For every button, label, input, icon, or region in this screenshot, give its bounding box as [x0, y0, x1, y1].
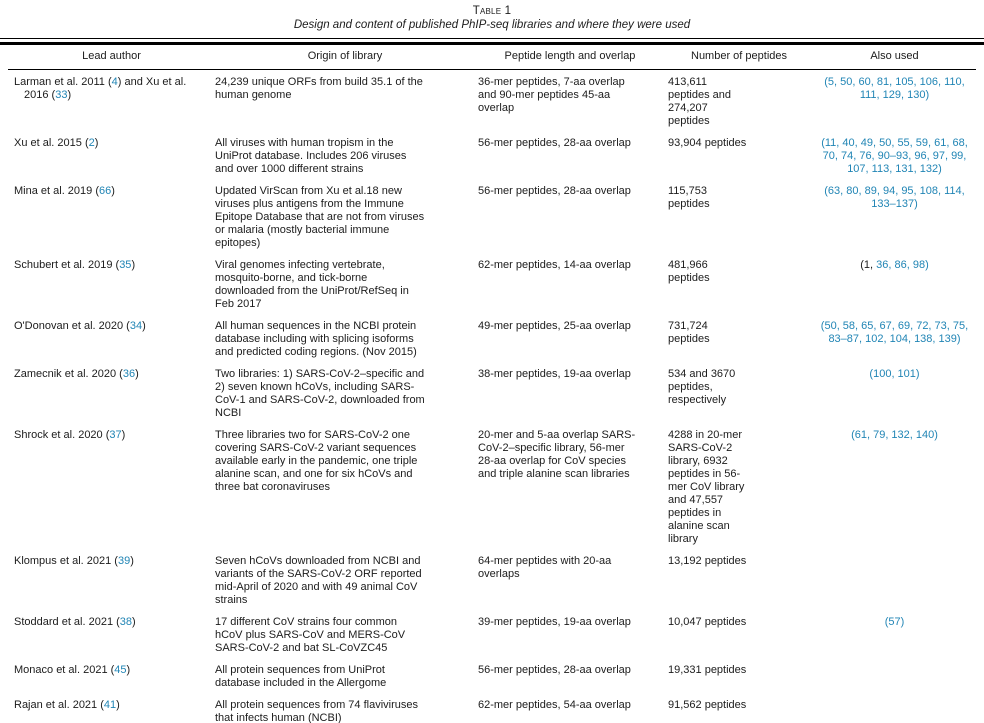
lead-author-cell: [8, 320, 215, 368]
cell-text: ): [132, 615, 136, 628]
origin-of-library-cell-text: 24,239 unique ORFs from build 35.1 of the human genome: [215, 75, 423, 101]
table-row: [8, 616, 976, 664]
number-of-peptides-cell: [665, 137, 813, 185]
number-of-peptides-cell: [665, 185, 813, 259]
lead-author-cell: [8, 664, 215, 699]
cell-text: Schubert et al. 2019 (: [14, 258, 120, 271]
number-of-peptides-cell-text: 93,904 peptides: [668, 136, 747, 149]
lead-author-cell: [8, 185, 215, 259]
peptide-length-cell-text: 64-mer peptides with 20-aa overlaps: [478, 554, 612, 580]
origin-of-library-cell-text: All protein sequences from UniProt database included in the Allergome: [215, 663, 387, 689]
peptide-length-cell-text: 62-mer peptides, 54-aa overlap: [478, 698, 631, 711]
lead-author-cell: [8, 699, 215, 723]
origin-of-library-cell: [215, 616, 475, 664]
cell-text: ): [142, 319, 146, 332]
cell-text: Monaco et al. 2021 (: [14, 663, 115, 676]
number-of-peptides-cell: [665, 259, 813, 320]
lead-author-cell-text: [14, 137, 201, 150]
lead-author-cell: [8, 429, 215, 555]
origin-of-library-cell-text: Viral genomes infecting vertebrate, mosquito-borne, and tick-borne downloaded from the UniProt/RefSeq in Feb 2017: [215, 258, 409, 310]
column-header-also-used: Also used: [813, 45, 976, 70]
table-row: [8, 664, 976, 699]
origin-of-library-cell: [215, 699, 475, 723]
also-used-cell-text: [815, 616, 974, 629]
table-header: [8, 45, 976, 70]
cell-text: ) and Xu et al. 2016 (: [24, 75, 187, 101]
origin-of-library-cell-text: All protein sequences from 74 flaviviruses that infects human (NCBI): [215, 698, 418, 723]
also-used-cell: [813, 259, 976, 320]
table-row: [8, 699, 976, 723]
origin-of-library-cell-text: Two libraries: 1) SARS-CoV-2–specific and 2) seven known hCoVs, including SARS-CoV-1 and SARS-CoV-2, downloaded from NCBI: [215, 367, 425, 419]
citation-link[interactable]: (61, 79, 132, 140): [851, 428, 938, 441]
table-row: [8, 429, 976, 555]
also-used-cell: [813, 185, 976, 259]
column-header-peptide-length: Peptide length and overlap: [475, 45, 665, 70]
cell-text: Shrock et al. 2020 (: [14, 428, 110, 441]
cell-text: ): [67, 88, 72, 101]
origin-of-library-cell-text: All viruses with human tropism in the UniProt database. Includes 206 viruses and over 1000 different strains: [215, 136, 407, 175]
phipseq-library-table: [8, 45, 976, 723]
number-of-peptides-cell: [665, 320, 813, 368]
origin-of-library-cell: [215, 320, 475, 368]
citation-link[interactable]: (11, 40, 49, 50, 55, 59, 61, 68, 70, 74, 76, 90–93, 96, 97, 99, 107, 113, 131, 132): [821, 136, 968, 175]
lead-author-cell: [8, 137, 215, 185]
number-of-peptides-cell: [665, 429, 813, 555]
table-number-label: Table 1: [472, 5, 512, 17]
number-of-peptides-cell-text: 4288 in 20-mer SARS-CoV-2 library, 6932 peptides in 56-mer CoV library and 47,557 peptides in alanine scan library: [668, 428, 745, 545]
origin-of-library-cell-text: Updated VirScan from Xu et al.18 new viruses plus antigens from the Immune Epitope Database that are not from viruses or malaria (mostly bacterial immune epitopes): [215, 184, 425, 249]
origin-of-library-cell: [215, 429, 475, 555]
number-of-peptides-cell-text: 481,966 peptides: [668, 258, 710, 284]
lead-author-cell: [8, 555, 215, 616]
cell-text: Zamecnik et al. 2020 (: [14, 367, 123, 380]
cell-text: Stoddard et al. 2021 (: [14, 615, 120, 628]
also-used-cell: [813, 368, 976, 429]
citation-link[interactable]: 33: [55, 88, 68, 101]
number-of-peptides-cell: [665, 368, 813, 429]
lead-author-cell-text: [14, 368, 201, 381]
cell-text: O'Donovan et al. 2020 (: [14, 319, 130, 332]
lead-author-cell: [8, 69, 215, 137]
origin-of-library-cell: [215, 259, 475, 320]
table-row: [8, 69, 976, 137]
citation-link[interactable]: (50, 58, 65, 67, 69, 72, 73, 75, 83–87, 102, 104, 138, 139): [820, 319, 969, 345]
citation-link[interactable]: 36: [122, 367, 136, 380]
table-row: [8, 320, 976, 368]
also-used-cell-text: [815, 185, 974, 211]
also-used-cell: [813, 137, 976, 185]
lead-author-cell-text: [14, 429, 201, 442]
origin-of-library-cell: [215, 137, 475, 185]
peptide-length-cell-text: 39-mer peptides, 19-aa overlap: [478, 615, 631, 628]
peptide-length-cell: [475, 429, 665, 555]
peptide-length-cell: [475, 368, 665, 429]
peptide-length-cell: [475, 137, 665, 185]
peptide-length-cell: [475, 259, 665, 320]
citation-link[interactable]: 37: [109, 428, 122, 441]
citation-link[interactable]: 4: [111, 75, 118, 88]
citation-link[interactable]: 39: [117, 554, 131, 567]
number-of-peptides-cell-text: 413,611 peptides and 274,207 peptides: [668, 75, 731, 127]
also-used-cell: [813, 429, 976, 555]
origin-of-library-cell: [215, 185, 475, 259]
cell-text: ): [135, 367, 139, 380]
number-of-peptides-cell: [665, 616, 813, 664]
lead-author-cell-text: [14, 555, 201, 568]
citation-link[interactable]: 38: [119, 615, 133, 628]
table-row: [8, 185, 976, 259]
also-used-cell: [813, 664, 976, 699]
cell-text: ): [126, 663, 131, 676]
peptide-length-cell: [475, 320, 665, 368]
peptide-length-cell: [475, 664, 665, 699]
also-used-cell-text: [815, 368, 974, 381]
also-used-cell-text: [815, 429, 974, 442]
cell-text: ): [131, 258, 136, 271]
table-row: [8, 259, 976, 320]
lead-author-cell-text: [14, 259, 201, 272]
cell-text: Rajan et al. 2021 (: [14, 698, 104, 711]
number-of-peptides-cell: [665, 699, 813, 723]
lead-author-cell: [8, 368, 215, 429]
also-used-cell-text: [815, 259, 974, 272]
peptide-length-cell-text: 62-mer peptides, 14-aa overlap: [478, 258, 631, 271]
peptide-length-cell: [475, 185, 665, 259]
number-of-peptides-cell-text: 731,724 peptides: [668, 319, 710, 345]
lead-author-cell-text: [14, 185, 201, 198]
column-header-number-of-peptides: Number of peptides: [665, 45, 813, 70]
origin-of-library-cell-text: Three libraries two for SARS-CoV-2 one covering SARS-CoV-2 variant sequences available early in the pandemic, one triple alanine scan, and one for six hCoVs and three bat coronaviruses: [215, 428, 418, 493]
header-row: [8, 45, 976, 70]
table-body: [8, 69, 976, 723]
table-caption: Design and content of published PhIP-seq libraries and where they were used: [293, 19, 691, 31]
cell-text: ): [116, 698, 120, 711]
column-header-lead-author: Lead author: [8, 45, 215, 70]
peptide-length-cell: [475, 699, 665, 723]
peptide-length-cell: [475, 555, 665, 616]
peptide-length-cell-text: 38-mer peptides, 19-aa overlap: [478, 367, 631, 380]
origin-of-library-cell: [215, 664, 475, 699]
also-used-cell: [813, 699, 976, 723]
number-of-peptides-cell: [665, 664, 813, 699]
citation-link[interactable]: 45: [114, 663, 127, 676]
lead-author-cell-text: [14, 699, 201, 712]
lead-author-cell: [8, 616, 215, 664]
also-used-cell: [813, 555, 976, 616]
number-of-peptides-cell-text: 10,047 peptides: [668, 615, 747, 628]
origin-of-library-cell: [215, 368, 475, 429]
peptide-length-cell: [475, 69, 665, 137]
cell-text: Larman et al. 2011 (: [14, 75, 112, 88]
cell-text: Xu et al. 2015 (: [14, 136, 89, 149]
lead-author-cell-text: [14, 320, 201, 333]
cell-text: ): [111, 184, 115, 197]
cell-text: ): [94, 136, 99, 149]
lead-author-cell: [8, 259, 215, 320]
peptide-length-cell-text: 36-mer peptides, 7-aa overlap and 90-mer peptides 45-aa overlap: [478, 75, 625, 114]
number-of-peptides-cell: [665, 69, 813, 137]
also-used-cell-text: [815, 137, 974, 176]
peptide-length-cell-text: 49-mer peptides, 25-aa overlap: [478, 319, 631, 332]
citation-link[interactable]: (5, 50, 60, 81, 105, 106, 110, 111, 129, 130): [824, 75, 965, 101]
number-of-peptides-cell-text: 91,562 peptides: [668, 698, 747, 711]
column-header-origin: Origin of library: [215, 45, 475, 70]
citation-link[interactable]: (57): [884, 615, 905, 628]
citation-link[interactable]: 41: [103, 698, 117, 711]
citation-link[interactable]: (100, 101): [869, 367, 920, 380]
cell-text: Mina et al. 2019 (: [14, 184, 99, 197]
lead-author-cell-text: [14, 616, 201, 629]
citation-link[interactable]: 2: [88, 136, 95, 149]
lead-author-cell-text: [14, 664, 201, 677]
also-used-cell-text: [815, 76, 974, 102]
citation-link[interactable]: 66: [99, 184, 112, 197]
also-used-cell-text: [815, 320, 974, 346]
number-of-peptides-cell-text: 13,192 peptides: [668, 554, 747, 567]
origin-of-library-cell-text: Seven hCoVs downloaded from NCBI and variants of the SARS-CoV-2 ORF reported mid-April of 2020 and with 49 animal CoV strains: [215, 554, 422, 606]
peptide-length-cell-text: 56-mer peptides, 28-aa overlap: [478, 184, 631, 197]
cell-text: Klompus et al. 2021 (: [14, 554, 118, 567]
cell-text: ): [130, 554, 134, 567]
table-row: [8, 368, 976, 429]
citation-link[interactable]: 35: [119, 258, 132, 271]
peptide-length-cell-text: 56-mer peptides, 28-aa overlap: [478, 136, 631, 149]
also-used-cell: [813, 616, 976, 664]
table-row: [8, 555, 976, 616]
number-of-peptides-cell-text: 534 and 3670 peptides, respectively: [668, 367, 736, 406]
origin-of-library-cell-text: 17 different CoV strains four common hCoV plus SARS-CoV and MERS-CoV SARS-CoV-2 and bat SL-CoVZC45: [215, 615, 406, 654]
top-rule-thin: [0, 38, 984, 39]
citation-link[interactable]: 34: [129, 319, 143, 332]
citation-link[interactable]: (63, 80, 89, 94, 95, 108, 114, 133–137): [824, 184, 965, 210]
peptide-length-cell-text: 56-mer peptides, 28-aa overlap: [478, 663, 631, 676]
origin-of-library-cell: [215, 555, 475, 616]
origin-of-library-cell-text: All human sequences in the NCBI protein database including with splicing isoforms and predicted coding regions. (Nov 2015): [215, 319, 417, 358]
peptide-length-cell: [475, 616, 665, 664]
also-used-cell: [813, 69, 976, 137]
number-of-peptides-cell: [665, 555, 813, 616]
lead-author-cell-text: [14, 76, 201, 102]
peptide-length-cell-text: 20-mer and 5-aa overlap SARS-CoV-2–specific library, 56-mer 28-aa overlap for CoV species and triple alanine scan libraries: [478, 428, 636, 480]
cell-text: ): [121, 428, 126, 441]
also-used-cell: [813, 320, 976, 368]
cell-text: (1,: [860, 258, 877, 271]
number-of-peptides-cell-text: 19,331 peptides: [668, 663, 747, 676]
citation-link[interactable]: 36, 86, 98): [876, 258, 929, 271]
table-row: [8, 137, 976, 185]
number-of-peptides-cell-text: 115,753 peptides: [668, 184, 710, 210]
origin-of-library-cell: [215, 69, 475, 137]
